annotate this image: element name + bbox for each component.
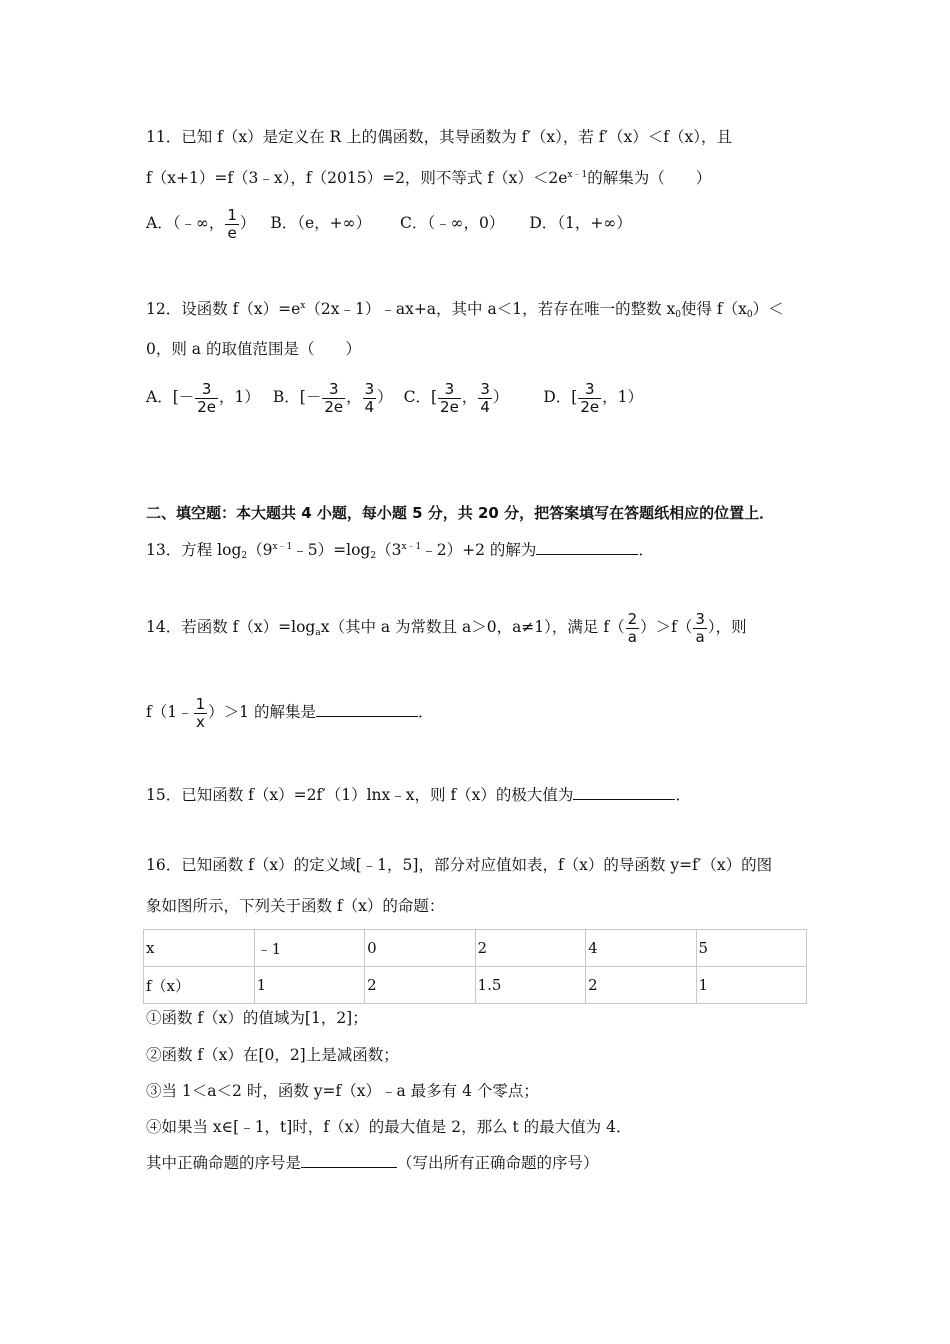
q12-option-c-close: ）	[492, 388, 509, 406]
q12-option-c-comma: ，	[461, 388, 478, 406]
q14-answer-blank[interactable]	[316, 702, 418, 717]
q16-ask	[146, 1153, 599, 1173]
q12-option-b-comma: ，	[346, 388, 362, 406]
table-cell: 4	[586, 930, 696, 967]
q11-option-a	[146, 206, 255, 242]
q12-subscript2: 0	[746, 310, 753, 320]
q13-end: ．	[638, 541, 654, 559]
q16-ask-tail: （写出所有正确命题的序号）	[397, 1154, 599, 1172]
q11-option-a-close: ）	[239, 214, 256, 232]
q12-options	[146, 375, 643, 419]
fraction-numerator: 1	[195, 694, 206, 713]
q13-answer-blank[interactable]	[536, 540, 638, 555]
q15-answer-blank[interactable]	[573, 785, 675, 800]
q12-line1-end: ）＜	[752, 300, 784, 318]
q11-line1: 11．已知 f（x）是定义在 R 上的偶函数，其导函数为 f′（x），若 f′（x）＜f（x），且	[146, 128, 732, 146]
q16-line2: 象如图所示，下列关于函数 f（x）的命题：	[146, 897, 445, 915]
q14-fraction2	[693, 611, 707, 646]
q16-statement-3: ③当 1＜a＜2 时，函数 y=f（x）﹣a 最多有 4 个零点；	[146, 1082, 539, 1100]
q15-text: 15．已知函数 f（x）=2f′（1）lnx﹣x，则 f（x）的极大值为	[146, 786, 574, 804]
section-heading: 二、填空题：本大题共 4 小题，每小题 5 分，共 20 分，把答案填写在答题纸相应的位置上．	[146, 504, 775, 522]
fraction-numerator: 3	[695, 609, 705, 628]
fraction-denominator: 2e	[440, 397, 459, 416]
q16-answer-blank[interactable]	[301, 1153, 397, 1168]
table-cell: 1	[254, 967, 364, 1004]
q12-option-d	[543, 375, 643, 419]
q12-option-b-fraction1	[322, 381, 345, 416]
q13-subscript2: 2	[370, 551, 377, 561]
table-cell: 1.5	[475, 967, 586, 1004]
table-cell: 5	[696, 930, 806, 967]
fraction-numerator: 3	[328, 379, 339, 398]
q14-fraction3	[194, 696, 208, 731]
fraction-denominator: 2e	[197, 397, 217, 416]
q12-option-b-fraction2	[363, 381, 377, 416]
q13-text-c: ﹣5）=log	[292, 541, 371, 559]
q12-option-c	[404, 375, 509, 419]
value-table	[143, 929, 807, 1004]
q16-line1: 16．已知函数 f（x）的定义域[﹣1，5]，部分对应值如表，f（x）的导函数 y=f′（x）的图	[146, 856, 773, 874]
table-cell: 2	[586, 967, 696, 1004]
q12-line2: 0，则 a 的取值范围是（ ）	[146, 340, 361, 358]
q12-subscript: 0	[675, 310, 681, 320]
q11-option-a-text: A．（﹣∞，	[146, 214, 225, 232]
q14-end: ．	[417, 703, 434, 721]
q15-end: ．	[675, 786, 691, 804]
fraction-denominator: a	[626, 628, 640, 646]
q13-subscript1: 2	[241, 551, 248, 561]
q14-fraction1	[626, 611, 640, 646]
q12-option-c-fraction2	[478, 381, 492, 416]
table-cell: f（x）	[144, 967, 255, 1004]
fraction-numerator: 3	[201, 379, 212, 398]
q13-text-d: （3	[376, 541, 402, 559]
table-cell: x	[144, 930, 255, 967]
q14-text-a: 14．若函数 f（x）=log	[146, 618, 316, 636]
q15-line	[146, 785, 691, 805]
table-cell: 1	[696, 967, 806, 1004]
q11-line2-text: f（x+1）=f（3﹣x），f（2015）=2，则不等式 f（x）＜2e	[146, 169, 568, 187]
q12-exponent: x	[300, 301, 306, 311]
q12-line1-mid: （2x﹣1）﹣ax+a，其中 a＜1，若存在唯一的整数 x	[305, 300, 676, 318]
q16-statement-1: ①函数 f（x）的值域为[1，2]；	[146, 1009, 368, 1027]
q12-option-a	[146, 375, 260, 419]
fraction-numerator: 3	[480, 379, 490, 398]
fraction-denominator: a	[693, 628, 707, 646]
q12-option-b	[273, 375, 393, 419]
q12-option-d-fraction	[578, 381, 601, 416]
q14-line2	[146, 690, 433, 734]
q12-option-a-fraction	[195, 381, 218, 416]
q13-text-e: ﹣2）+2 的解为	[421, 541, 537, 559]
fraction-denominator: 2e	[580, 397, 600, 416]
table-row	[144, 967, 807, 1004]
fraction-denominator: 4	[364, 397, 375, 416]
fraction-denominator: 4	[480, 397, 490, 416]
q14-line2-text: f（1﹣	[146, 703, 193, 721]
q12-line1	[146, 299, 784, 319]
q11-line2	[146, 168, 711, 188]
q12-option-d-close: ，1）	[602, 388, 643, 406]
q14-line1	[146, 605, 747, 649]
q12-option-b-open: B．[	[272, 388, 306, 406]
table-row	[144, 930, 807, 967]
q12-line1-mid2: 使得 f（x	[680, 300, 747, 318]
q16-statement-4: ④如果当 x∈[﹣1，t]时，f（x）的最大值是 2，那么 t 的最大值为 4．	[146, 1118, 632, 1136]
q14-text-d: ），则	[707, 618, 747, 636]
q11-options	[146, 206, 632, 242]
q12-option-d-open: D．[	[543, 388, 578, 406]
fraction-numerator: 3	[584, 379, 595, 398]
q12-option-b-close: ）	[377, 388, 393, 406]
q16-statement-2: ②函数 f（x）在[0，2]上是减函数；	[146, 1046, 399, 1064]
q11-option-b: B．（e，+∞）	[270, 214, 372, 232]
q16-ask-text: 其中正确命题的序号是	[146, 1154, 302, 1172]
q11-exponent: x﹣1	[567, 170, 588, 180]
table-cell: 0	[365, 930, 475, 967]
q14-line2-tail: ）＞1 的解集是	[208, 703, 316, 721]
q13-line	[146, 540, 654, 560]
q13-exponent1: x﹣1	[272, 542, 293, 552]
q11-option-d: D．（1，+∞）	[529, 214, 632, 232]
fraction-numerator: 1	[227, 205, 237, 224]
q12-option-b-sign: －	[305, 388, 322, 406]
q14-subscript: a	[315, 628, 321, 638]
fraction-denominator: 2e	[324, 397, 344, 416]
table-cell: 2	[475, 930, 586, 967]
table-cell: ﹣1	[254, 930, 364, 967]
q12-option-a-open: A．[	[146, 388, 179, 406]
fraction-numerator: 3	[444, 379, 455, 398]
q14-text-c: ）＞f（	[640, 618, 693, 636]
fraction-numerator: 3	[364, 379, 375, 398]
q14-text-b: x（其中 a 为常数且 a＞0，a≠1），满足 f（	[320, 618, 625, 636]
q12-line1-text: 12．设函数 f（x）=e	[146, 300, 301, 318]
table-cell: 2	[365, 967, 475, 1004]
q11-line2-tail: 的解集为（ ）	[587, 169, 712, 187]
q13-text-a: 13．方程 log	[146, 541, 242, 559]
q13-exponent2: x﹣1	[401, 542, 422, 552]
q12-option-c-fraction1	[438, 381, 461, 416]
q13-text-b: （9	[247, 541, 273, 559]
fraction-denominator: e	[225, 224, 239, 242]
q11-option-a-fraction	[225, 207, 239, 242]
q12-option-a-sign: －	[178, 388, 195, 406]
fraction-denominator: x	[194, 713, 208, 731]
q11-option-c: C．（﹣∞，0）	[400, 214, 505, 232]
fraction-numerator: 2	[627, 609, 638, 628]
q12-option-c-open: C．[	[403, 388, 438, 406]
q12-option-a-close: ，1）	[219, 388, 260, 406]
